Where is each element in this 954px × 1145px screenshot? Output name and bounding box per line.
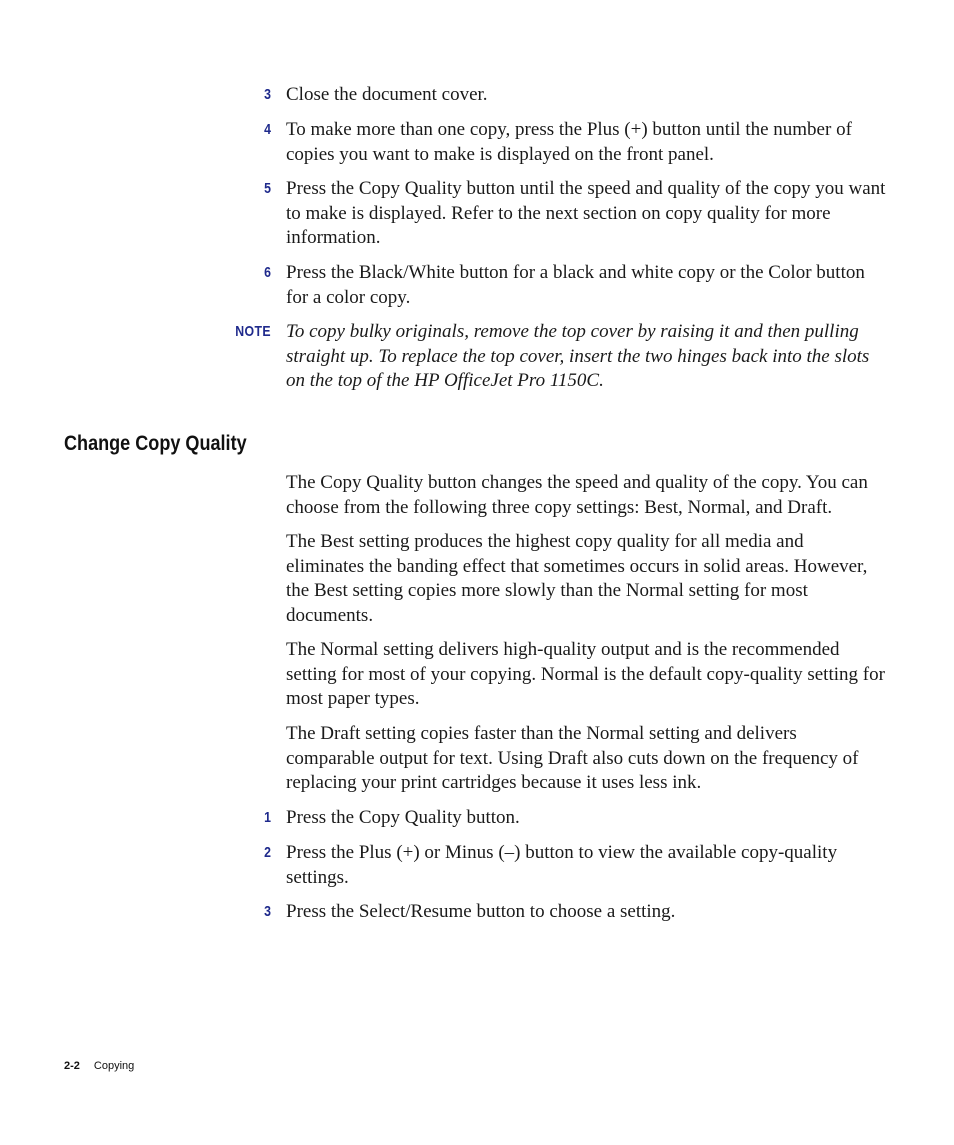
step-text: Press the Plus (+) or Minus (–) button to view the available copy-quality settings. xyxy=(286,842,838,888)
page-number: 2-2 xyxy=(64,1060,80,1072)
step-number: 5 xyxy=(264,180,271,197)
chapter-name: Copying xyxy=(93,1060,135,1072)
step-number: 4 xyxy=(264,121,271,138)
paragraph: The Normal setting delivers high-quality output and is the recommended setting for most of your copying. Normal is the default copy-quality setting for most paper types. xyxy=(286,639,885,709)
step-number: 1 xyxy=(264,809,271,826)
section-heading: Change Copy Quality xyxy=(64,432,247,455)
step-number: 6 xyxy=(264,264,271,281)
step-number: 2 xyxy=(264,844,271,861)
step-text: Press the Black/White button for a black and white copy or the Color button for a color copy. xyxy=(286,262,865,308)
paragraph: The Draft setting copies faster than the Normal setting and delivers comparable output for text. Using Draft also cuts down on the frequency of replacing your print cartridges because it uses less ink. xyxy=(286,723,859,793)
step-text: Close the document cover. xyxy=(286,84,488,105)
note-text: To copy bulky originals, remove the top cover by raising it and then pulling straight up. To replace the top cover, insert the two hinges back into the slots on the top of the HP OfficeJet Pro 1150C. xyxy=(286,321,870,391)
paragraph: The Best setting produces the highest copy quality for all media and eliminates the banding effect that sometimes occurs in solid areas. However, the Best setting copies more slowly than the Normal setting for most documents. xyxy=(286,531,868,626)
step-text: To make more than one copy, press the Plus (+) button until the number of copies you want to make is displayed on the front panel. xyxy=(286,119,852,165)
paragraph: The Copy Quality button changes the speed and quality of the copy. You can choose from the following three copy settings: Best, Normal, and Draft. xyxy=(286,472,868,518)
page-footer xyxy=(64,1058,134,1074)
step-text: Press the Select/Resume button to choose a setting. xyxy=(286,901,676,922)
note-label: NOTE xyxy=(235,323,271,340)
step-number: 3 xyxy=(264,86,271,103)
step-number: 3 xyxy=(264,903,271,920)
step-text: Press the Copy Quality button. xyxy=(286,807,520,828)
step-text: Press the Copy Quality button until the speed and quality of the copy you want to make is displayed. Refer to the next section on copy quality for more information. xyxy=(286,178,886,248)
